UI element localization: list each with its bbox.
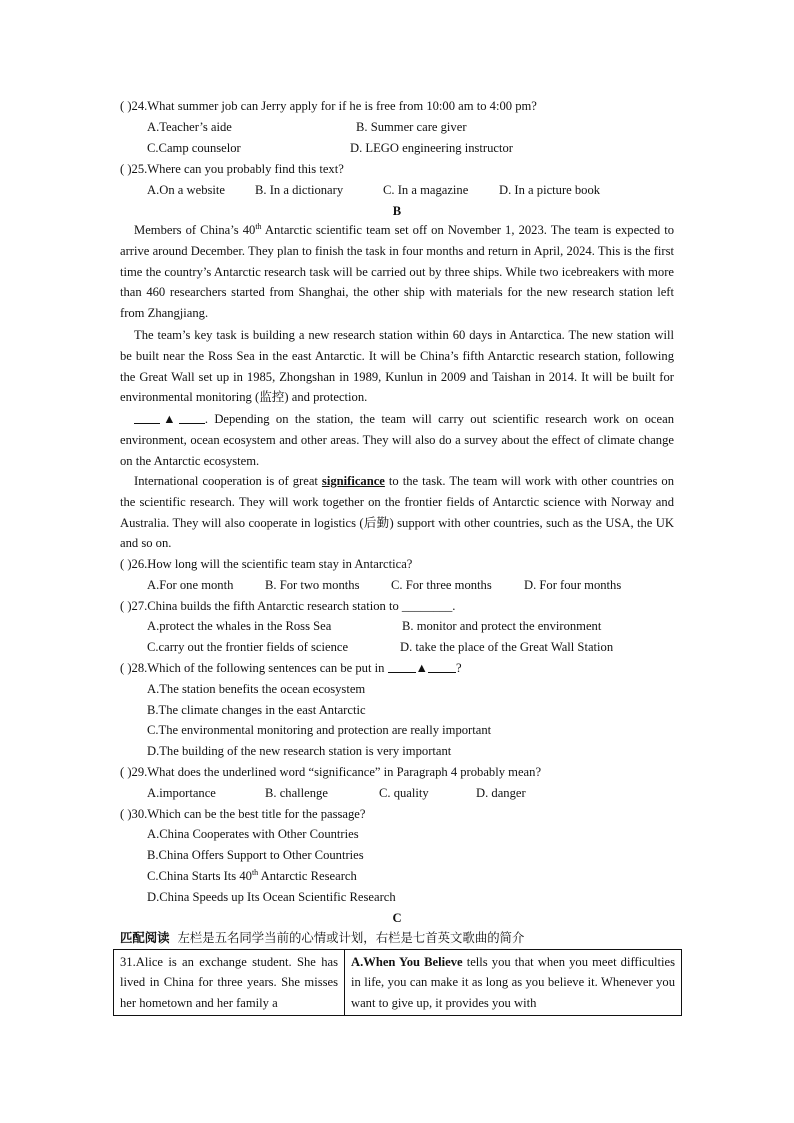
- question-28-stem: ( )28.Which of the following sentences can be put in ▲ ?: [120, 661, 462, 675]
- answer-blank: [428, 661, 456, 673]
- right-cell: A.When You Believe tells you that when you meet difficulties in life, you can make it as long as you believe it. Whenever you want to give up, it provides you with: [345, 950, 682, 1016]
- answer-blank: [388, 661, 416, 673]
- matching-intro: 匹配阅读 左栏是五名同学当前的心情或计划，右栏是七首英文歌曲的简介: [120, 930, 525, 945]
- q29-option-b: B. challenge: [265, 786, 328, 800]
- q25-option-b: B. In a dictionary: [255, 183, 344, 197]
- question-26-stem: ( )26.How long will the scientific team stay in Antarctica?: [120, 557, 413, 571]
- question-30-stem: ( )30.Which can be the best title for the passage?: [120, 807, 366, 821]
- q27-option-d: D. take the place of the Great Wall Station: [400, 640, 614, 654]
- passage-paragraph-1: Members of China’s 40th Antarctic scientific team set off on November 1, 2023. The team is expected to arrive around December. They plan to finish the task in four months and return in April, 2024. This is the first time the country’s Antarctic research task will be carried out by three ships. While two icebreakers with more than 460 researchers started from Shanghai, the other ship with materials for the new research station left from Zhangjiang.: [120, 222, 674, 321]
- q29-option-a: A.importance: [147, 786, 216, 800]
- q26-option-a: A.For one month: [147, 578, 234, 592]
- q28-option-b: B.The climate changes in the east Antarctic: [147, 703, 366, 717]
- left-cell: 31.Alice is an exchange student. She has lived in China for three years. She misses her hometown and her family a: [114, 950, 345, 1016]
- q26-option-c: C. For three months: [391, 578, 492, 592]
- q30-option-a: A.China Cooperates with Other Countries: [147, 827, 359, 841]
- q24-option-a: A.Teacher’s aide: [147, 120, 232, 134]
- q29-option-c: C. quality: [379, 786, 429, 800]
- section-b-heading: B: [392, 204, 402, 218]
- question-29-stem: ( )29.What does the underlined word “significance” in Paragraph 4 probably mean?: [120, 765, 542, 779]
- q28-option-d: D.The building of the new research station is very important: [147, 744, 452, 758]
- q26-option-b: B. For two months: [265, 578, 360, 592]
- matching-label: 匹配阅读: [120, 930, 170, 945]
- q29-option-d: D. danger: [476, 786, 526, 800]
- passage-paragraph-3: ▲ . Depending on the station, the team will carry out scientific research work on ocean environment, ocean ecosystem and other areas. They will also do a survey about the effect of climate change on the Antarctic ecosystem.: [120, 412, 674, 468]
- q25-option-a: A.On a website: [147, 183, 225, 197]
- table-row: [114, 950, 682, 1016]
- matching-table: [113, 949, 682, 1016]
- passage-paragraph-2: The team’s key task is building a new research station within 60 days in Antarctica. The new station will be built near the Ross Sea in the east Antarctic. It will be China’s fifth Antarctic research station, following the Great Wall set up in 1985, Zhongshan in 1989, Kunlun in 2009 and Taishan in 2014. It will be built for environmental monitoring (监控) and protection.: [120, 328, 674, 405]
- q27-option-b: B. monitor and protect the environment: [402, 619, 602, 633]
- triangle-mark: ▲: [160, 412, 179, 426]
- question-25-stem: ( )25.Where can you probably find this text?: [120, 162, 344, 176]
- song-title: A.When You Believe: [351, 955, 463, 969]
- question-27-stem: ( )27.China builds the fifth Antarctic research station to ________.: [120, 599, 456, 613]
- q28-option-c: C.The environmental monitoring and protection are really important: [147, 723, 492, 737]
- q26-option-d: D. For four months: [524, 578, 622, 592]
- q24-option-d: D. LEGO engineering instructor: [350, 141, 513, 155]
- triangle-mark: ▲: [415, 661, 429, 675]
- answer-blank: [179, 412, 205, 424]
- q27-option-c: C.carry out the frontier fields of science: [147, 640, 349, 654]
- q30-option-d: D.China Speeds up Its Ocean Scientific Research: [147, 890, 396, 904]
- underlined-word: significance: [321, 474, 385, 488]
- passage-paragraph-4: International cooperation is of great significance to the task. The team will work with other countries on the scientific research. They will work together on the frontier fields of Antarctic science with Norway and Australia. They will also cooperate in logistics (后勤) support with other countries, such as the USA, the UK and so on.: [120, 474, 674, 551]
- q24-option-c: C.Camp counselor: [147, 141, 241, 155]
- q30-option-b: B.China Offers Support to Other Countries: [147, 848, 364, 862]
- q25-option-c: C. In a magazine: [383, 183, 469, 197]
- q25-option-d: D. In a picture book: [499, 183, 601, 197]
- section-c-heading: C: [392, 911, 402, 925]
- q28-option-a: A.The station benefits the ocean ecosystem: [147, 682, 366, 696]
- q24-option-b: B. Summer care giver: [356, 120, 467, 134]
- answer-blank: [134, 412, 160, 424]
- q27-option-a: A.protect the whales in the Ross Sea: [147, 619, 332, 633]
- question-24-stem: ( )24.What summer job can Jerry apply for if he is free from 10:00 am to 4:00 pm?: [120, 99, 537, 113]
- q30-option-c: C.China Starts Its 40th Antarctic Research: [147, 868, 357, 883]
